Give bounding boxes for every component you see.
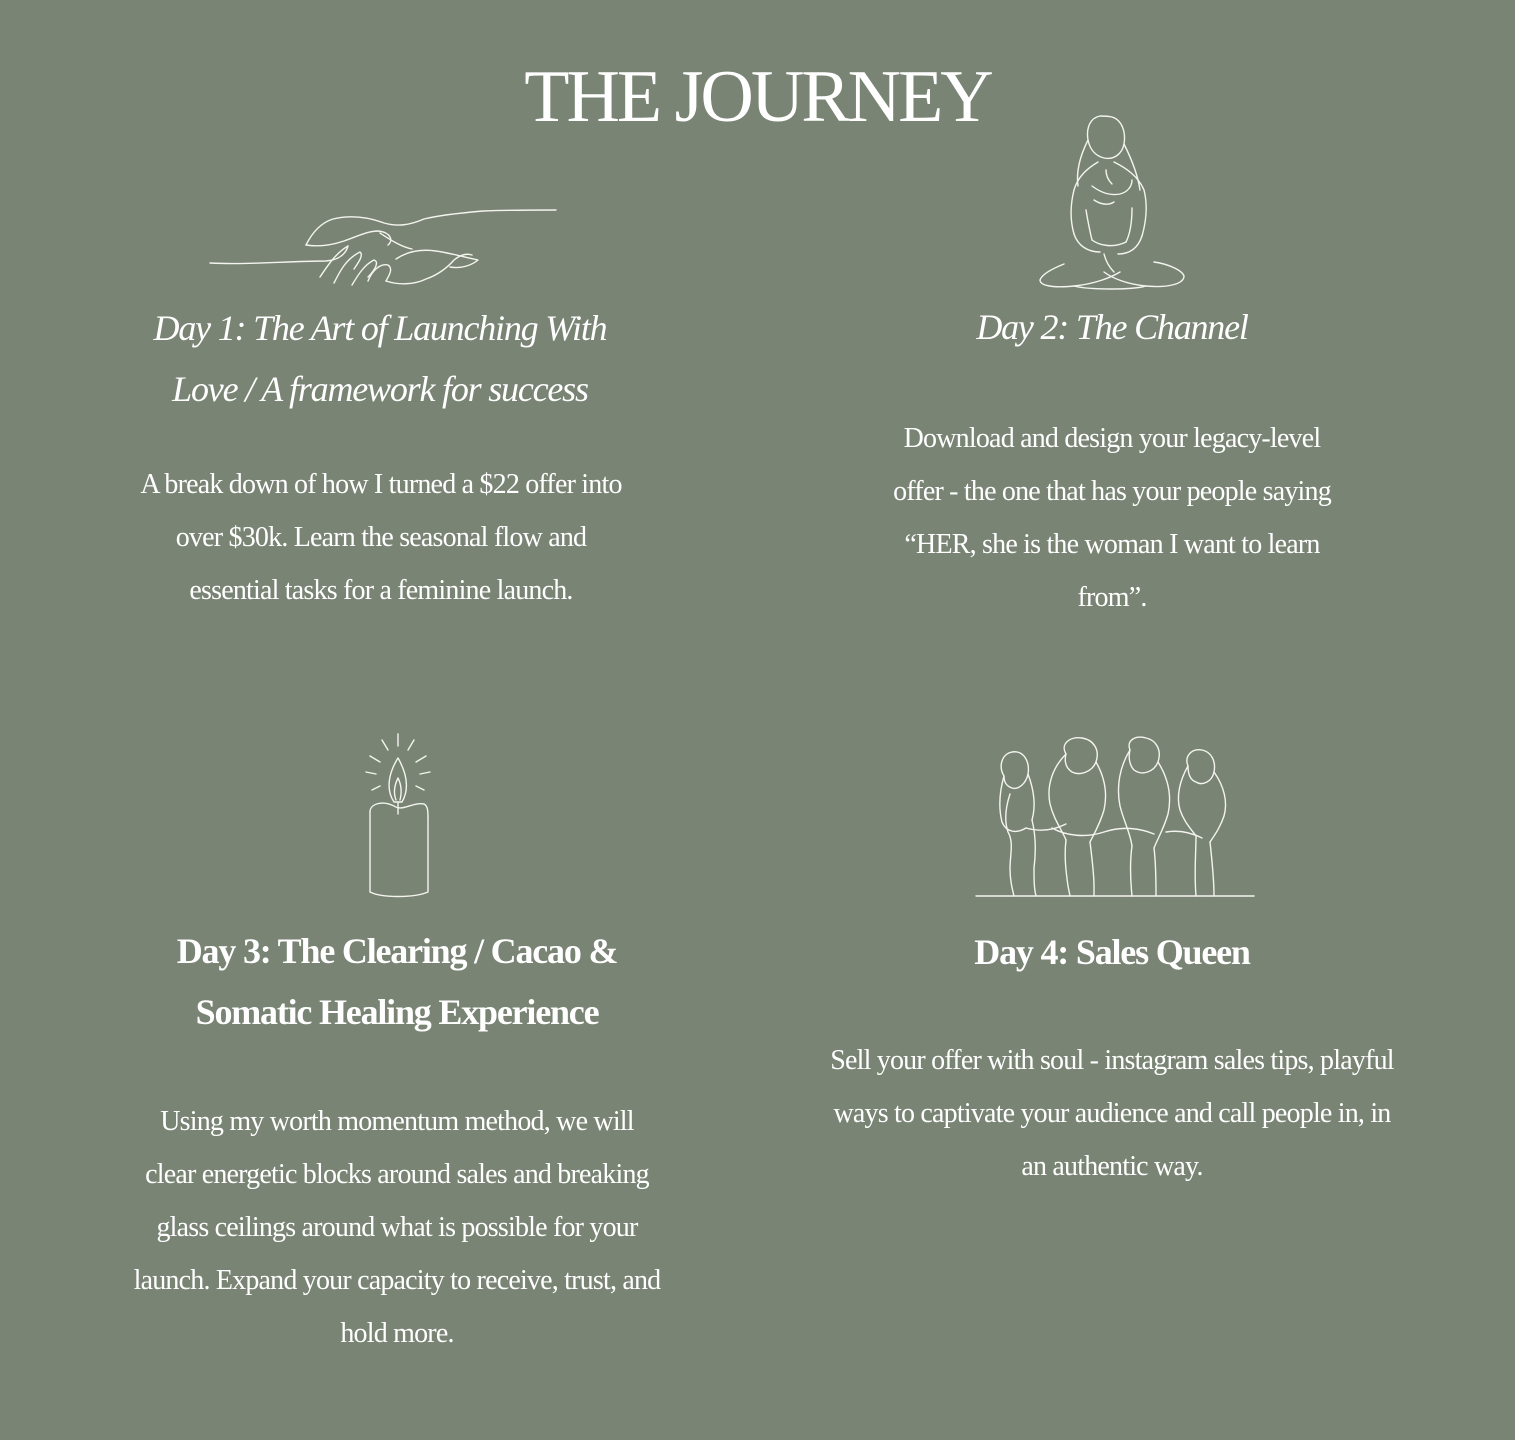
day-4-card	[830, 730, 1394, 1210]
day-4-title: Day 4: Sales Queen	[974, 932, 1250, 972]
day-1-description: A break down of how I turned a $22 offer into over $30k. Learn the seasonal flow and essential tasks for a feminine launch.	[140, 469, 622, 606]
day-1-title: Day 1: The Art of Launching With Love / A framework for success	[153, 308, 607, 409]
candle-icon	[358, 732, 438, 900]
day-2-description: Download and design your legacy-level offer - the one that has your people saying “HER, she is the woman I want to learn from”.	[893, 423, 1331, 613]
day-3-title: Day 3: The Clearing / Cacao & Somatic Healing Experience	[176, 931, 618, 1032]
day-2-title: Day 2: The Channel	[976, 307, 1248, 347]
women-embracing-icon	[970, 736, 1260, 898]
day-1-card	[110, 200, 650, 680]
hands-touching-icon	[208, 205, 560, 295]
day-2-card	[840, 112, 1384, 632]
day-3-card	[120, 728, 674, 1428]
day-3-description: Using my worth momentum method, we will clear energetic blocks around sales and breaking glass ceilings around what is possible for your launch. Expand your capacity to receive, trust, and hold more.	[133, 1106, 661, 1349]
page-title: THE JOURNEY	[524, 56, 991, 138]
day-4-description: Sell your offer with soul - instagram sales tips, playful ways to captivate your audience and call people in, in an authentic way.	[830, 1045, 1394, 1182]
meditating-woman-icon	[1034, 114, 1190, 292]
